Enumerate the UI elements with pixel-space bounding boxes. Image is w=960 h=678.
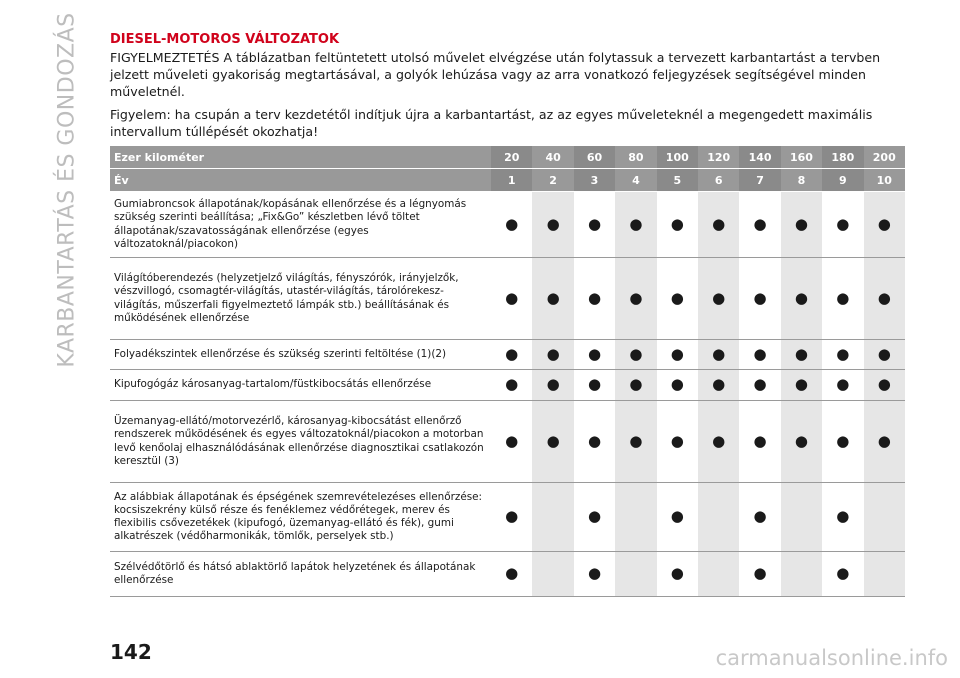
km-header-cell: 160: [781, 146, 822, 169]
year-header-cell: 2: [532, 169, 573, 192]
year-header-cell: 8: [781, 169, 822, 192]
km-header-cell: 40: [532, 146, 573, 169]
km-header-cell: 200: [864, 146, 905, 169]
check-dot-icon: ●: [532, 258, 573, 340]
check-dot-icon: ●: [532, 192, 573, 258]
task-label: Az alábbiak állapotának és épségének szemrevételezéses ellenőrzése: kocsiszekrény külső része és fenéklemez védőrétegek, merev és flexibilis csővezetékek (kipufogó, üzemanyag-ellátó és fék), gumi alkatrészek (védőharmonikák, tömlők, perselyek stb.): [110, 483, 491, 552]
note-paragraph: Figyelem: ha csupán a terv kezdetétől indítjuk újra a karbantartást, az az egyes műveleteknél a megengedett maximális intervallum túllépését okozhatja!: [110, 107, 873, 139]
check-dot-icon: ●: [781, 340, 822, 370]
maintenance-schedule-table: [110, 146, 905, 597]
watermark: carmanualsonline.info: [715, 646, 948, 670]
check-dot-icon: ●: [532, 340, 573, 370]
task-label: Szélvédőtörlő és hátsó ablaktörlő lapátok helyzetének és állapotának ellenőrzése: [110, 552, 491, 597]
check-dot-icon: ●: [822, 258, 863, 340]
check-dot-icon: ●: [491, 401, 532, 483]
check-dot-icon: ●: [698, 340, 739, 370]
year-header-cell: 4: [615, 169, 656, 192]
task-label: Folyadékszintek ellenőrzése és szükség szerinti feltöltése (1)(2): [110, 340, 491, 370]
year-header-cell: 5: [657, 169, 698, 192]
check-dot-icon: ●: [822, 192, 863, 258]
check-dot-icon: ●: [532, 401, 573, 483]
empty-cell: [698, 483, 739, 552]
year-header-cell: 9: [822, 169, 863, 192]
check-dot-icon: ●: [864, 258, 905, 340]
check-dot-icon: ●: [781, 370, 822, 401]
check-dot-icon: ●: [822, 401, 863, 483]
table-row: [110, 370, 905, 401]
empty-cell: [781, 483, 822, 552]
check-dot-icon: ●: [615, 258, 656, 340]
km-header-cell: 120: [698, 146, 739, 169]
check-dot-icon: ●: [491, 340, 532, 370]
check-dot-icon: ●: [739, 192, 780, 258]
check-dot-icon: ●: [864, 340, 905, 370]
table-row: [110, 483, 905, 552]
side-section-label-text: KARBANTARTÁS ÉS GONDOZÁS: [54, 12, 80, 368]
check-dot-icon: ●: [615, 192, 656, 258]
check-dot-icon: ●: [739, 401, 780, 483]
empty-cell: [532, 483, 573, 552]
check-dot-icon: ●: [574, 401, 615, 483]
check-dot-icon: ●: [574, 370, 615, 401]
side-section-label: [52, 12, 82, 368]
table-row: [110, 552, 905, 597]
check-dot-icon: ●: [657, 370, 698, 401]
check-dot-icon: ●: [574, 552, 615, 597]
task-label: Üzemanyag-ellátó/motorvezérlő, károsanyag-kibocsátást ellenőrző rendszerek működésének és egyes változatoknál/piacokon a motorban levő kenőolaj elhasználódásának ellenőrzése diagnosztikai csatlakozón keresztül (3): [110, 401, 491, 483]
year-header-cell: 7: [739, 169, 780, 192]
table-row: [110, 192, 905, 258]
task-label: Világítóberendezés (helyzetjelző világítás, fényszórók, irányjelzők, vészvillogó, csomagtér-világítás, utastér-világítás, tárolórekesz-világítás, műszerfali figyelmeztető lámpák stb.) beállításának és működésének ellenőrzése: [110, 258, 491, 340]
empty-cell: [532, 552, 573, 597]
check-dot-icon: ●: [657, 552, 698, 597]
check-dot-icon: ●: [491, 483, 532, 552]
check-dot-icon: ●: [698, 370, 739, 401]
check-dot-icon: ●: [698, 192, 739, 258]
km-header-cell: 180: [822, 146, 863, 169]
section-title: DIESEL-MOTOROS VÁLTOZATOK: [110, 32, 340, 47]
empty-cell: [698, 552, 739, 597]
check-dot-icon: ●: [781, 401, 822, 483]
page-number: 142: [110, 640, 152, 664]
check-dot-icon: ●: [491, 552, 532, 597]
task-label: Kipufogógáz károsanyag-tartalom/füstkibocsátás ellenőrzése: [110, 370, 491, 401]
km-header-cell: 60: [574, 146, 615, 169]
check-dot-icon: ●: [657, 401, 698, 483]
check-dot-icon: ●: [822, 483, 863, 552]
empty-cell: [615, 552, 656, 597]
year-header-cell: 6: [698, 169, 739, 192]
check-dot-icon: ●: [864, 401, 905, 483]
intro-block: [110, 32, 905, 146]
empty-cell: [864, 483, 905, 552]
check-dot-icon: ●: [822, 552, 863, 597]
check-dot-icon: ●: [864, 192, 905, 258]
km-header-cell: 100: [657, 146, 698, 169]
km-header-cell: 20: [491, 146, 532, 169]
check-dot-icon: ●: [532, 370, 573, 401]
empty-cell: [781, 552, 822, 597]
warning-paragraph: FIGYELMEZTETÉS A táblázatban feltüntetett utolsó művelet elvégzése után folytassuk a tervezett karbantartást a tervben jelzett műveleti gyakoriság megtartásával, a golyók lehúzása vagy az arra vonatkozó feljegyzések segítségével minden műveletnél.: [110, 50, 881, 99]
table-row: [110, 340, 905, 370]
check-dot-icon: ●: [491, 192, 532, 258]
check-dot-icon: ●: [574, 340, 615, 370]
check-dot-icon: ●: [739, 340, 780, 370]
check-dot-icon: ●: [657, 192, 698, 258]
year-header-label: Év: [110, 169, 491, 192]
check-dot-icon: ●: [615, 340, 656, 370]
year-header-cell: 10: [864, 169, 905, 192]
check-dot-icon: ●: [657, 258, 698, 340]
check-dot-icon: ●: [615, 370, 656, 401]
year-header-cell: 1: [491, 169, 532, 192]
check-dot-icon: ●: [491, 370, 532, 401]
check-dot-icon: ●: [739, 370, 780, 401]
check-dot-icon: ●: [822, 340, 863, 370]
km-header-cell: 140: [739, 146, 780, 169]
check-dot-icon: ●: [739, 483, 780, 552]
check-dot-icon: ●: [615, 401, 656, 483]
km-header-label: Ezer kilométer: [110, 146, 491, 169]
table-row: [110, 258, 905, 340]
year-header-cell: 3: [574, 169, 615, 192]
check-dot-icon: ●: [574, 483, 615, 552]
check-dot-icon: ●: [822, 370, 863, 401]
check-dot-icon: ●: [657, 483, 698, 552]
check-dot-icon: ●: [698, 258, 739, 340]
km-header-row: [110, 146, 905, 169]
check-dot-icon: ●: [574, 192, 615, 258]
check-dot-icon: ●: [739, 552, 780, 597]
check-dot-icon: ●: [864, 370, 905, 401]
check-dot-icon: ●: [574, 258, 615, 340]
empty-cell: [864, 552, 905, 597]
check-dot-icon: ●: [491, 258, 532, 340]
table-row: [110, 401, 905, 483]
check-dot-icon: ●: [781, 192, 822, 258]
check-dot-icon: ●: [739, 258, 780, 340]
year-header-row: [110, 169, 905, 192]
empty-cell: [615, 483, 656, 552]
check-dot-icon: ●: [657, 340, 698, 370]
km-header-cell: 80: [615, 146, 656, 169]
check-dot-icon: ●: [698, 401, 739, 483]
check-dot-icon: ●: [781, 258, 822, 340]
task-label: Gumiabroncsok állapotának/kopásának ellenőrzése és a légnyomás szükség szerinti beállítása; „Fix&Go” készletben lévő töltet állapotának/szavatosságának ellenőrzése (egyes változatoknál/piacokon): [110, 192, 491, 258]
